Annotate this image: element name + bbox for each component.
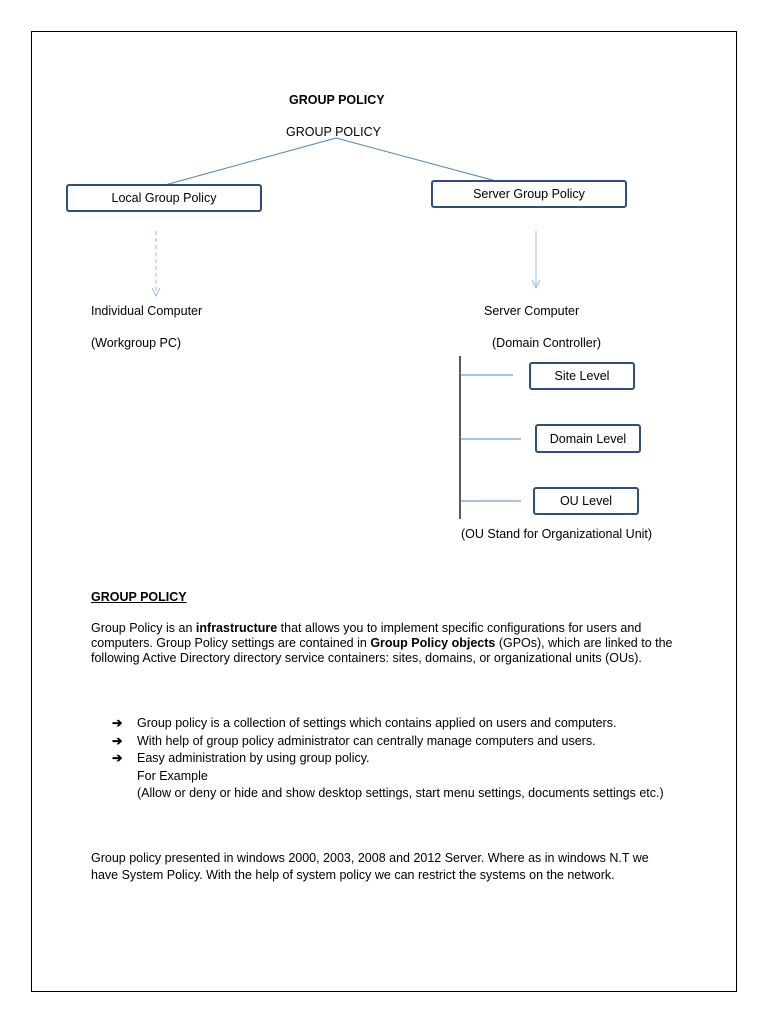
- diagram-root-label: GROUP POLICY: [286, 125, 381, 139]
- arrow-bullet-icon: ➔: [112, 716, 123, 730]
- ou-level-label: OU Level: [559, 494, 613, 508]
- site-level-box: [529, 362, 635, 390]
- intro-bold-gpo: Group Policy objects: [370, 636, 496, 650]
- root-to-local-line: [165, 138, 336, 185]
- local-group-policy-label: Local Group Policy: [111, 191, 217, 205]
- ou-note: (OU Stand for Organizational Unit): [461, 527, 653, 541]
- server-computer-label: Server Computer: [484, 304, 580, 318]
- section-heading: GROUP POLICY: [91, 590, 187, 604]
- intro-text-3: (GPOs), which are linked to the following Active Directory directory service containers: sites, domains, or organizational units (OUs).: [91, 636, 673, 665]
- intro-paragraph: [91, 621, 681, 666]
- root-to-server-line: [336, 138, 496, 181]
- bullet-list: [112, 715, 697, 803]
- arrow-bullet-icon: ➔: [112, 751, 123, 765]
- server-group-policy-label: Server Group Policy: [473, 187, 585, 201]
- list-item: [112, 733, 697, 751]
- example-label: For Example: [137, 768, 208, 783]
- domain-level-box: [535, 424, 641, 453]
- local-group-policy-box: [66, 184, 262, 212]
- server-group-policy-box: [431, 180, 627, 208]
- intro-text-1: Group Policy is an: [91, 621, 196, 635]
- workgroup-pc-label: (Workgroup PC): [91, 336, 182, 350]
- page-title: GROUP POLICY: [289, 93, 385, 107]
- intro-text-2: that allows you to implement specific configurations for users and computers. Group Policy settings are contained in: [91, 621, 642, 650]
- example-text: (Allow or deny or hide and show desktop settings, start menu settings, documents settings etc.): [137, 786, 664, 800]
- list-item: [112, 750, 697, 803]
- bullet-text: Group policy is a collection of settings which contains applied on users and computers.: [137, 716, 617, 730]
- domain-level-label: Domain Level: [549, 431, 627, 446]
- bullet-text: With help of group policy administrator can centrally manage computers and users.: [137, 733, 596, 748]
- individual-computer-label: Individual Computer: [91, 304, 203, 318]
- intro-bold-infrastructure: infrastructure: [195, 621, 278, 635]
- list-item: [112, 715, 697, 733]
- site-level-label: Site Level: [554, 369, 610, 383]
- ou-level-box: [533, 487, 639, 515]
- closing-paragraph: Group policy presented in windows 2000, 2003, 2008 and 2012 Server. Where as in windows N.T we have System Policy. With the help of system policy we can restrict the systems on the network.: [91, 851, 649, 882]
- domain-controller-label: (Domain Controller): [492, 336, 602, 350]
- arrow-bullet-icon: ➔: [112, 733, 123, 748]
- bullet-text: Easy administration by using group policy.: [137, 751, 370, 765]
